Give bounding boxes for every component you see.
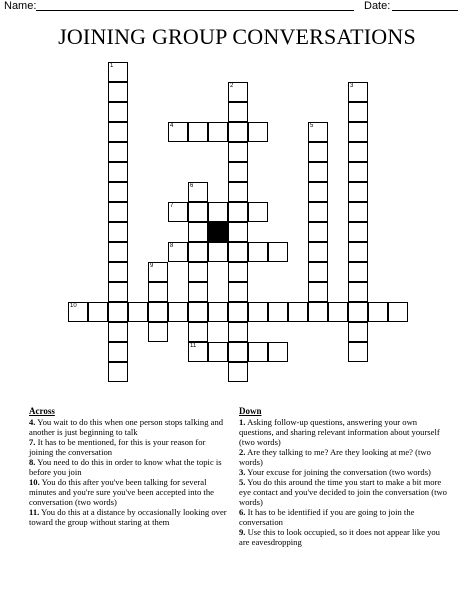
grid-cell[interactable] — [108, 162, 128, 182]
grid-cell[interactable] — [348, 122, 368, 142]
grid-cell[interactable] — [108, 242, 128, 262]
grid-cell[interactable] — [208, 342, 228, 362]
grid-cell[interactable] — [248, 202, 268, 222]
clue-text: Asking follow-up questions, answering your own questions, and sharing relevant information about yourself (two words) — [239, 417, 440, 447]
grid-cell[interactable] — [188, 122, 208, 142]
grid-cell[interactable] — [108, 102, 128, 122]
grid-cell[interactable] — [308, 282, 328, 302]
clue-item — [29, 437, 230, 457]
clue-number: 7 — [170, 203, 174, 209]
grid-cell[interactable] — [208, 122, 228, 142]
clue-number: 9 — [150, 263, 154, 269]
grid-cell[interactable] — [228, 102, 248, 122]
grid-cell[interactable] — [108, 82, 128, 102]
clue-text: Your excuse for joining the conversation (two words) — [245, 467, 431, 477]
grid-cell[interactable] — [308, 262, 328, 282]
grid-cell[interactable] — [108, 362, 128, 382]
grid-cell[interactable] — [188, 242, 208, 262]
grid-cell[interactable] — [388, 302, 408, 322]
grid-cell[interactable] — [108, 342, 128, 362]
date-label: Date: — [364, 0, 391, 12]
clue-number: 3 — [350, 83, 354, 89]
grid-cell[interactable] — [348, 282, 368, 302]
grid-cell[interactable] — [148, 282, 168, 302]
grid-cell[interactable] — [228, 342, 248, 362]
clue-num: 8. — [29, 457, 36, 467]
clue-text: You wait to do this when one person stops talking and another is just beginning to talk — [29, 417, 224, 437]
clue-item — [239, 507, 451, 527]
grid-cell[interactable] — [108, 222, 128, 242]
grid-cell[interactable] — [348, 242, 368, 262]
clue-number: 8 — [170, 243, 174, 249]
grid-cell[interactable] — [128, 302, 148, 322]
grid-cell[interactable] — [348, 102, 368, 122]
clue-number: 2 — [230, 83, 234, 89]
grid-cell[interactable] — [248, 302, 268, 322]
grid-cell[interactable] — [188, 262, 208, 282]
grid-cell[interactable] — [348, 262, 368, 282]
grid-cell[interactable] — [228, 142, 248, 162]
grid-cell[interactable] — [308, 162, 328, 182]
grid-cell[interactable] — [148, 302, 168, 322]
down-clues — [239, 406, 451, 547]
across-clues — [29, 406, 230, 527]
clue-text: It has to be identified if you are going to join the conversation — [239, 507, 415, 527]
page-title: JOINING GROUP CONVERSATIONS — [58, 24, 416, 49]
clue-num: 10. — [29, 477, 40, 487]
grid-cell[interactable] — [268, 242, 288, 262]
clue-num: 11. — [29, 507, 40, 517]
clue-item — [239, 447, 451, 467]
grid-cell[interactable] — [228, 282, 248, 302]
down-heading: Down — [239, 406, 262, 416]
grid-cell[interactable] — [228, 82, 248, 102]
clue-text: It has to be mentioned, for this is your reason for joining the conversation — [29, 437, 206, 457]
clue-text: Are they talking to me? Are they looking at me? (two words) — [239, 447, 431, 467]
black-cell — [208, 222, 228, 242]
grid-cell[interactable] — [228, 362, 248, 382]
grid-cell[interactable] — [188, 282, 208, 302]
grid-cell[interactable] — [348, 222, 368, 242]
grid-cell[interactable] — [368, 302, 388, 322]
grid-cell[interactable] — [308, 222, 328, 242]
clue-item — [29, 507, 230, 527]
grid-cell[interactable] — [328, 302, 348, 322]
grid-cell[interactable] — [108, 322, 128, 342]
grid-cell[interactable] — [188, 342, 208, 362]
grid-cell[interactable] — [308, 302, 328, 322]
grid-cell[interactable] — [228, 182, 248, 202]
grid-cell[interactable] — [88, 302, 108, 322]
clue-num: 3. — [239, 467, 246, 477]
clue-num: 9. — [239, 527, 246, 537]
grid-cell[interactable] — [188, 202, 208, 222]
grid-cell[interactable] — [348, 342, 368, 362]
grid-cell[interactable] — [168, 242, 188, 262]
grid-cell[interactable] — [228, 322, 248, 342]
grid-cell[interactable] — [168, 122, 188, 142]
clue-number: 6 — [190, 183, 194, 189]
clue-item — [239, 417, 451, 447]
grid-cell[interactable] — [348, 162, 368, 182]
grid-cell[interactable] — [228, 162, 248, 182]
clue-item — [29, 457, 230, 477]
clue-num: 7. — [29, 437, 36, 447]
clue-text: You do this around the time you start to make a bit more eye contact and you've decided to join the conversation (two words) — [239, 477, 447, 507]
clue-text: You do this after you've been talking for several minutes and you're sure you've been accepted into the conversation (two words) — [29, 477, 214, 507]
grid-cell[interactable] — [108, 62, 128, 82]
clue-item — [239, 467, 451, 477]
grid-cell[interactable] — [268, 302, 288, 322]
grid-cell[interactable] — [348, 182, 368, 202]
clue-number: 4 — [170, 123, 174, 129]
grid-cell[interactable] — [108, 282, 128, 302]
clue-num: 5. — [239, 477, 246, 487]
grid-cell[interactable] — [228, 302, 248, 322]
clue-item — [29, 477, 230, 507]
grid-cell[interactable] — [228, 202, 248, 222]
clue-text: You do this at a distance by occasionally looking over toward the group without staring at them — [29, 507, 227, 527]
name-label: Name: — [4, 0, 37, 12]
clue-text: Use this to look occupied, so it does not appear like you are eavesdropping — [239, 527, 440, 547]
grid-cell[interactable] — [188, 322, 208, 342]
clue-number: 10 — [70, 303, 77, 309]
grid-cell[interactable] — [228, 222, 248, 242]
grid-cell[interactable] — [108, 142, 128, 162]
grid-cell[interactable] — [248, 242, 268, 262]
grid-cell[interactable] — [108, 182, 128, 202]
grid-cell[interactable] — [148, 322, 168, 342]
grid-cell[interactable] — [348, 142, 368, 162]
grid-cell[interactable] — [148, 262, 168, 282]
grid-cell[interactable] — [188, 222, 208, 242]
grid-cell[interactable] — [348, 202, 368, 222]
clue-num: 1. — [239, 417, 246, 427]
clue-number: 11 — [190, 343, 197, 349]
clue-item — [239, 527, 451, 547]
grid-cell[interactable] — [168, 302, 188, 322]
grid-cell[interactable] — [228, 122, 248, 142]
grid-cell[interactable] — [268, 342, 288, 362]
clue-num: 6. — [239, 507, 246, 517]
grid-cell[interactable] — [308, 142, 328, 162]
grid-cell[interactable] — [228, 242, 248, 262]
grid-cell[interactable] — [348, 82, 368, 102]
grid-cell[interactable] — [108, 262, 128, 282]
grid-cell[interactable] — [248, 342, 268, 362]
grid-cell[interactable] — [308, 242, 328, 262]
grid-cell[interactable] — [348, 322, 368, 342]
clue-num: 2. — [239, 447, 246, 457]
grid-cell[interactable] — [208, 302, 228, 322]
grid-cell[interactable] — [228, 262, 248, 282]
grid-cell[interactable] — [208, 202, 228, 222]
grid-cell[interactable] — [348, 302, 368, 322]
grid-cell[interactable] — [308, 202, 328, 222]
grid-cell[interactable] — [308, 182, 328, 202]
grid-cell[interactable] — [248, 122, 268, 142]
grid-cell[interactable] — [288, 302, 308, 322]
grid-cell[interactable] — [188, 302, 208, 322]
clue-num: 4. — [29, 417, 36, 427]
grid-cell[interactable] — [208, 242, 228, 262]
grid-cell[interactable] — [108, 122, 128, 142]
grid-cell[interactable] — [68, 302, 88, 322]
grid-cell[interactable] — [188, 182, 208, 202]
grid-cell[interactable] — [108, 202, 128, 222]
grid-cell[interactable] — [168, 202, 188, 222]
across-heading: Across — [29, 406, 55, 416]
grid-cell[interactable] — [108, 302, 128, 322]
clue-text: You need to do this in order to know what the topic is before you join — [29, 457, 222, 477]
clue-number: 1 — [110, 63, 114, 69]
clue-item — [239, 477, 451, 507]
clue-number: 5 — [310, 123, 314, 129]
grid-cell[interactable] — [308, 122, 328, 142]
clue-item — [29, 417, 230, 437]
